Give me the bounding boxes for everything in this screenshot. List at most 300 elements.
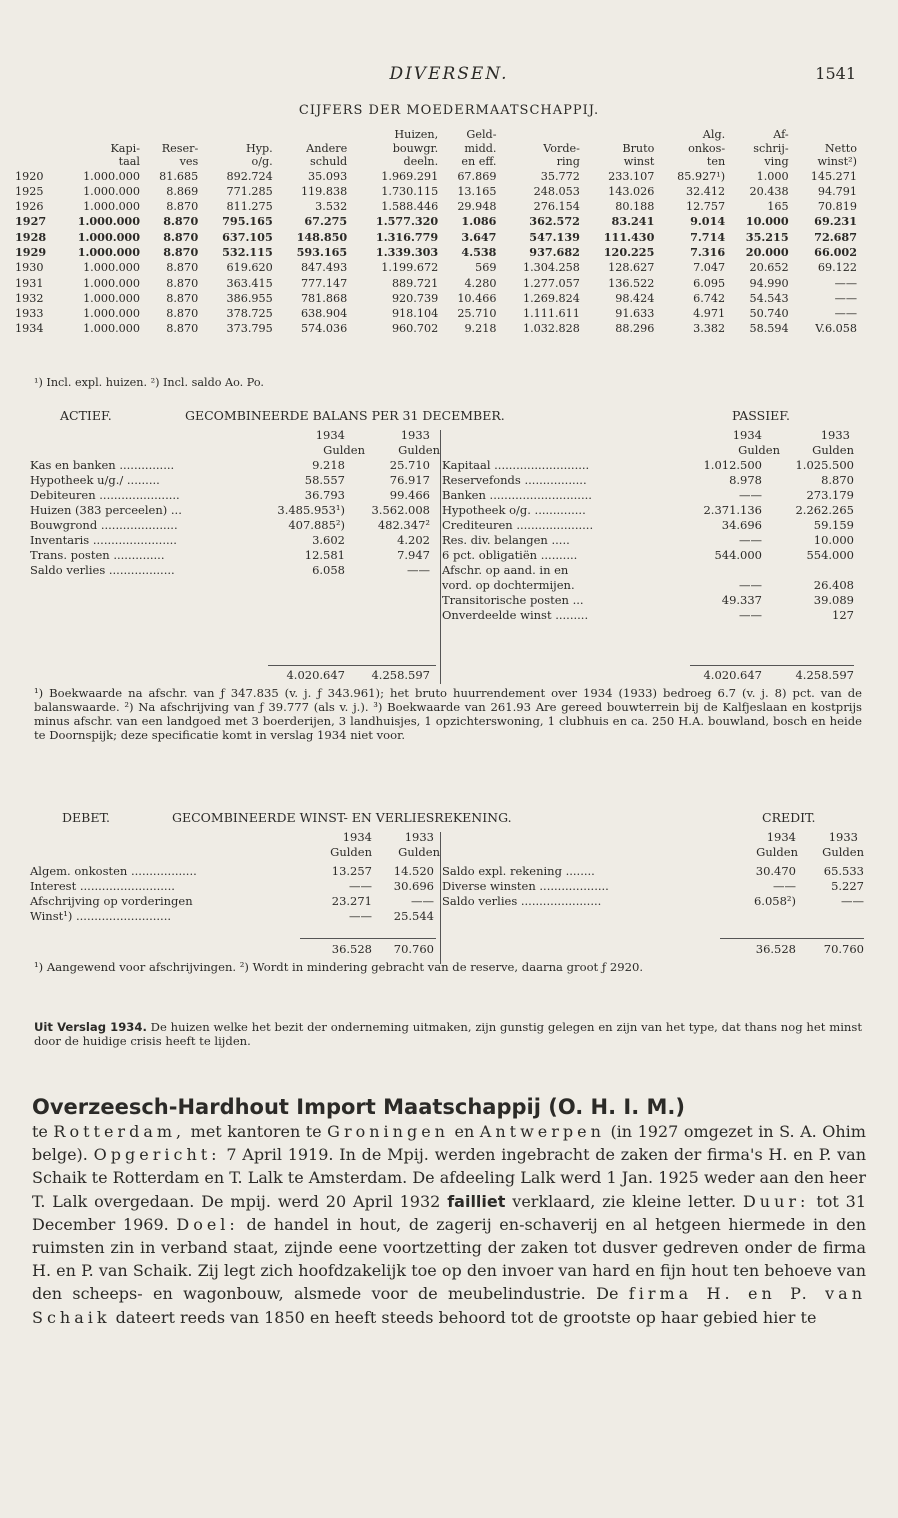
table-cell: 35.215 [745, 229, 789, 244]
column-header [497, 128, 580, 169]
table-cell: 8.870 [166, 200, 199, 214]
desc-part: (in 1927 omgezet in S. A. Ohim belge). [32, 1122, 866, 1165]
table-cell: 1.111.611 [522, 307, 580, 321]
table-cell: 8.870 [166, 322, 199, 336]
desc-city: Rotterdam, [53, 1122, 186, 1141]
ledger-row [30, 909, 440, 924]
table-cell: 960.702 [391, 322, 439, 336]
table-cell: 9.014 [690, 214, 726, 229]
desc-city: Antwerpen [479, 1122, 605, 1141]
desc-failliet: failliet [447, 1191, 506, 1211]
table-cell: 4.280 [464, 276, 497, 290]
table-cell: 20.000 [745, 244, 789, 259]
desc-label: Opgericht: [93, 1145, 221, 1165]
ledger-value-1934: 9.218 [312, 458, 345, 472]
ledger-value-1934: 6.058²) [753, 894, 796, 908]
ledger-label: Bouwgrond ..................... [30, 518, 178, 532]
ledger-label: Trans. posten .............. [30, 548, 165, 562]
page-header [0, 60, 898, 90]
table-cell: 91.633 [615, 307, 655, 321]
table-cell: 386.955 [226, 291, 273, 305]
column-header-line: Alg. [702, 128, 726, 141]
table-cell: 811.275 [226, 200, 273, 214]
pl-totals-left [30, 942, 440, 957]
table-cell: 35.772 [540, 169, 580, 183]
balance-right-head: PASSIEF. [732, 408, 790, 423]
ledger-row [442, 608, 854, 623]
table-cell: 8.870 [163, 244, 199, 259]
desc-city: Groningen [327, 1122, 449, 1141]
table-cell: 111.430 [603, 229, 655, 244]
table-cell: 67.275 [304, 214, 348, 229]
row-year: 1929 [15, 244, 47, 259]
pl-total-left-a: 36.528 [331, 942, 372, 956]
table-cell: 248.053 [533, 184, 580, 198]
ledger-label: Kas en banken ............... [30, 458, 175, 472]
table-cell: 777.147 [300, 276, 348, 290]
column-header [726, 128, 789, 169]
column-header-line: ves [179, 155, 199, 168]
ledger-value-1934: —— [739, 578, 762, 592]
column-header [439, 128, 497, 169]
pl-total-left-b: 70.760 [393, 942, 434, 956]
column-header-line: Af- [773, 128, 789, 141]
ledger-value-1934: 49.337 [721, 593, 762, 607]
pl-year-d: 1933 [828, 830, 858, 844]
ledger-row [30, 864, 440, 879]
table-cell: 85.927¹) [677, 169, 726, 183]
table-cell: 83.241 [611, 214, 655, 229]
ledger-value-1934: 13.257 [331, 864, 372, 878]
ledger-label: Reservefonds ................. [442, 473, 587, 487]
column-header-line: Netto [824, 141, 857, 155]
table-cell: 847.493 [300, 261, 348, 275]
balance-assets [30, 458, 440, 578]
table-cell: 29.948 [457, 200, 497, 214]
row-year: 1920 [15, 169, 44, 183]
table-cell: 25.710 [457, 307, 497, 321]
table-cell: 569 [475, 261, 497, 275]
column-header-line: schuld [310, 155, 348, 168]
table-row [14, 199, 858, 214]
table-cell: 918.104 [391, 307, 439, 321]
balance-year-a: 1934 [315, 428, 345, 442]
ledger-row [30, 563, 440, 578]
ledger-row [442, 518, 854, 533]
ledger-row [442, 458, 854, 473]
column-header-line: Vorde- [543, 141, 580, 155]
table-cell: 1.277.057 [522, 276, 580, 290]
table-row [14, 260, 858, 275]
balance-totals-right [442, 668, 854, 683]
ledger-label: Interest .......................... [30, 879, 175, 893]
ledger-label: vord. op dochtermijen. [442, 578, 575, 592]
table-cell: 4.538 [461, 244, 497, 259]
column-header [50, 128, 141, 169]
table-cell: 69.231 [814, 214, 857, 229]
column-header-line: onkos- [688, 141, 726, 155]
balance-left-years [30, 428, 440, 458]
table-cell: 363.415 [226, 276, 273, 290]
ledger-value-1933: 2.262.265 [795, 503, 854, 517]
pl-total-right-a: 36.528 [755, 942, 796, 956]
ledger-value-1933: 59.159 [813, 518, 854, 532]
ledger-label: Saldo verlies ...................... [442, 894, 602, 908]
column-header-line: deeln. [403, 155, 439, 168]
ledger-value-1934: —— [349, 879, 372, 893]
table-cell: —— [834, 307, 857, 321]
column-header-line: taal [118, 155, 140, 168]
table-cell: 72.687 [814, 229, 857, 244]
ledger-label: Kapitaal .......................... [442, 458, 590, 472]
table-cell: 233.107 [608, 169, 655, 183]
ledger-value-1933: —— [411, 894, 434, 908]
pl-title: GECOMBINEERDE WINST- EN VERLIESREKENING. [172, 810, 512, 825]
page-number: 1541 [815, 64, 856, 83]
desc-part: met kantoren te [190, 1122, 322, 1141]
column-header-line: ten [706, 155, 726, 168]
ledger-value-1933: 76.917 [389, 473, 430, 487]
column-header [655, 128, 726, 169]
table-cell: 66.002 [814, 244, 857, 259]
ledger-label: Winst¹) .......................... [30, 909, 172, 923]
table-cell: 1.339.303 [375, 244, 439, 259]
table-cell: 1.000.000 [83, 307, 140, 321]
row-year: 1934 [15, 322, 44, 336]
ledger-label: Hypotheek u/g./ ......... [30, 473, 160, 487]
desc-part: de handel in hout, de zagerij en-schaverij en al hetgeen hiermede in den ruimsten zin in verband staat, zijnde eene voortzetting der zaken tot dusver gedreven onder de firma H. en P. van Schaik. Zij legt zich hoofdzakelijk toe op den invoer van hard en fijn hout ten behoeve van den scheeps- en wagonbouw, alsmede voor de meubelindustrie. De [32, 1214, 867, 1304]
column-header-line: en eff. [461, 155, 497, 168]
table-row [14, 321, 858, 336]
table-cell: 119.838 [300, 184, 348, 198]
ledger-value-1934: 6.058 [312, 563, 345, 577]
running-title: DIVERSEN. [389, 64, 509, 84]
table-row [14, 184, 858, 199]
column-header-line: Huizen, [394, 128, 439, 141]
balance-note: ¹) Boekwaarde na afschr. van ƒ 347.835 (v. j. ƒ 343.961); het bruto huurrendement over 1934 (1933) bedroeg 6.7 (v. j. 8) pct. van de balanswaarde. ²) Na afschrijving van ƒ 39.777 (als v. j.). ³) Boekwaarde van 261.93 Are gereed bouwterrein bij de Kalfjeslaan en kostprijs minus afschr. van een landgoed met 3 boerderijen, 3 landhuisjes, 1 opzichterswoning, 1 clubhuis en ca. 250 H.A. bouwland, bosch en heide te Doornspijk; deze specificatie komt in verslag 1934 niet voor. [34, 686, 862, 742]
balance-total-left-a: 4.020.647 [286, 668, 345, 682]
table-cell: 593.165 [296, 244, 348, 259]
table-cell: 13.165 [457, 184, 497, 198]
ledger-row [442, 473, 854, 488]
column-header-line: winst²) [817, 155, 857, 168]
ledger-value-1934: 36.793 [304, 488, 345, 502]
table-cell: 6.095 [693, 276, 726, 290]
table-cell: 80.188 [615, 200, 655, 214]
table-cell: 8.870 [166, 307, 199, 321]
ledger-row [442, 548, 854, 563]
desc-firm: firma H. en P. van Schaik [32, 1284, 866, 1327]
ledger-label: 6 pct. obligatiën .......... [442, 548, 578, 562]
table-cell: 143.026 [608, 184, 655, 198]
ledger-label: Huizen (383 perceelen) ... [30, 503, 182, 517]
balance-right-years [440, 428, 854, 458]
table-cell: 373.795 [226, 322, 273, 336]
ledger-value-1934: 34.696 [721, 518, 762, 532]
table-cell: 148.850 [296, 229, 348, 244]
table-cell: 50.740 [749, 307, 789, 321]
ledger-value-1934: 544.000 [714, 548, 762, 562]
table-cell: 920.739 [391, 291, 439, 305]
table-cell: 1.969.291 [381, 169, 439, 183]
balance-totals-left [30, 668, 440, 683]
column-header-line: ving [764, 155, 789, 168]
balance-year-d: 1933 [820, 428, 850, 442]
ledger-value-1933: 482.347² [377, 518, 430, 532]
desc-label: Duur: [742, 1191, 810, 1211]
table-cell: —— [834, 276, 857, 290]
column-header-line: o/g. [251, 155, 273, 168]
column-header [790, 128, 858, 169]
table-cell: 892.724 [226, 169, 273, 183]
table-cell: 378.725 [226, 307, 273, 321]
ledger-label: Inventaris ....................... [30, 533, 177, 547]
table-cell: 54.543 [749, 291, 789, 305]
ledger-label: Crediteuren ..................... [442, 518, 594, 532]
ledger-value-1934: 1.012.500 [703, 458, 762, 472]
pl-divider [440, 832, 441, 964]
column-header [199, 128, 273, 169]
ledger-row [442, 578, 854, 593]
ledger-value-1933: 25.544 [393, 909, 434, 923]
pl-total-rule-right [720, 938, 864, 939]
column-header-line: Reser- [161, 141, 199, 155]
desc-part: dateert reeds van 1850 en heeft steeds behoord tot de grootste op haar gebied hier te [115, 1307, 817, 1327]
column-header-line: ring [556, 155, 580, 168]
ledger-value-1933: 5.227 [831, 879, 864, 893]
table-row [14, 291, 858, 306]
report-excerpt [34, 1020, 862, 1048]
pl-year-c: 1934 [766, 830, 796, 844]
table-cell: 136.522 [608, 276, 655, 290]
table-cell: 8.870 [166, 261, 199, 275]
mother-footnote: ¹) Incl. expl. huizen. ²) Incl. saldo Ao. Po. [34, 376, 264, 389]
table-row [14, 245, 858, 260]
ledger-value-1933: 25.710 [389, 458, 430, 472]
desc-label: Doel: [176, 1214, 239, 1234]
table-cell: 619.620 [226, 261, 273, 275]
column-header [348, 128, 439, 169]
table-cell: 8.870 [166, 276, 199, 290]
table-cell: 1.000.000 [77, 214, 140, 229]
ledger-row [442, 864, 864, 879]
balance-liabilities [442, 458, 854, 623]
ledger-label: Transitorische posten ... [442, 593, 584, 607]
table-cell: 1.086 [461, 214, 497, 229]
table-cell: 781.868 [300, 291, 348, 305]
ledger-label: Algem. onkosten .................. [30, 864, 197, 878]
ledger-row [30, 894, 440, 909]
company-name: Overzeesch-Hardhout Import Maatschappij (O. H. I. M.) [32, 1095, 685, 1119]
ledger-value-1934: 407.885²) [288, 518, 345, 532]
table-cell: 1.000.000 [83, 276, 140, 290]
table-cell: 547.139 [529, 229, 580, 244]
pl-right-head: CREDIT. [762, 810, 816, 825]
table-cell: 889.721 [391, 276, 439, 290]
pl-year-b: 1933 [404, 830, 434, 844]
table-cell: 165 [767, 200, 789, 214]
ledger-value-1934: 8.978 [729, 473, 762, 487]
table-cell: 1.032.828 [522, 322, 580, 336]
ledger-label: Afschrijving op vorderingen [30, 894, 193, 908]
ledger-value-1933: 26.408 [813, 578, 854, 592]
table-cell: 58.594 [749, 322, 789, 336]
row-year: 1927 [15, 214, 47, 229]
table-cell: 362.572 [529, 214, 580, 229]
balance-unit-b: Gulden [398, 443, 440, 457]
ledger-value-1934: 30.470 [755, 864, 796, 878]
table-cell: 1.577.320 [375, 214, 439, 229]
balance-unit-c: Gulden [738, 443, 780, 457]
pl-debit [30, 864, 440, 924]
table-cell: 637.105 [222, 229, 273, 244]
ledger-value-1933: 14.520 [393, 864, 434, 878]
ledger-value-1934: 12.581 [304, 548, 345, 562]
table-cell: 3.532 [315, 200, 348, 214]
ledger-row [30, 488, 440, 503]
ledger-row [30, 879, 440, 894]
balance-unit-a: Gulden [323, 443, 365, 457]
ledger-label: Saldo verlies .................. [30, 563, 175, 577]
table-cell: 7.316 [690, 244, 726, 259]
ledger-value-1934: 3.485.953¹) [277, 503, 345, 517]
balance-total-right-b: 4.258.597 [795, 668, 854, 682]
report-label: Uit Verslag 1934. [34, 1020, 147, 1034]
table-cell: 8.869 [166, 184, 199, 198]
ledger-value-1933: 39.089 [813, 593, 854, 607]
balance-divider [440, 430, 441, 684]
ledger-value-1934: 2.371.136 [703, 503, 762, 517]
column-header [274, 128, 348, 169]
ledger-label: Onverdeelde winst ......... [442, 608, 589, 622]
ledger-row [442, 894, 864, 909]
table-cell: 32.412 [686, 184, 726, 198]
ledger-value-1933: —— [407, 563, 430, 577]
table-cell: 574.036 [300, 322, 348, 336]
table-cell: 98.424 [615, 291, 655, 305]
ledger-value-1934: 3.602 [312, 533, 345, 547]
ledger-value-1933: 554.000 [806, 548, 854, 562]
column-header-line: Geld- [466, 128, 497, 141]
table-cell: 4.971 [693, 307, 726, 321]
table-cell: 8.870 [166, 291, 199, 305]
balance-unit-d: Gulden [812, 443, 854, 457]
table-cell: 1.000 [756, 169, 789, 183]
balance-year-c: 1934 [732, 428, 762, 442]
ledger-label: Debiteuren ...................... [30, 488, 180, 502]
ledger-value-1934: —— [739, 608, 762, 622]
table-cell: 795.165 [222, 214, 273, 229]
ledger-value-1933: —— [841, 894, 864, 908]
table-cell: 3.647 [461, 229, 497, 244]
ledger-row [30, 458, 440, 473]
table-cell: 532.115 [222, 244, 273, 259]
table-cell: 10.466 [457, 291, 497, 305]
ledger-value-1933: 4.202 [397, 533, 430, 547]
table-cell: 771.285 [226, 184, 273, 198]
table-cell: 88.296 [615, 322, 655, 336]
table-cell: 20.438 [749, 184, 789, 198]
ledger-row [442, 593, 854, 608]
balance-left-head: ACTIEF. [60, 408, 112, 423]
row-year: 1930 [15, 261, 44, 275]
table-cell: 276.154 [533, 200, 580, 214]
row-year: 1933 [15, 307, 44, 321]
desc-part: te [32, 1122, 48, 1141]
pl-left-years [30, 830, 440, 860]
ledger-label: Banken ............................ [442, 488, 592, 502]
column-header-line: Bruto [622, 141, 655, 155]
column-header-line: winst [623, 155, 655, 168]
pl-unit-a: Gulden [330, 845, 372, 859]
row-year: 1931 [15, 276, 44, 290]
table-cell: 1.730.115 [381, 184, 439, 198]
balance-total-left-b: 4.258.597 [371, 668, 430, 682]
table-cell: 69.122 [817, 261, 857, 275]
pl-total-right-b: 70.760 [823, 942, 864, 956]
ledger-label: Diverse winsten ................... [442, 879, 609, 893]
ledger-value-1933: 10.000 [813, 533, 854, 547]
table-row [14, 214, 858, 229]
ledger-row [442, 879, 864, 894]
column-header-line: Hyp. [245, 141, 273, 155]
table-cell: 70.819 [817, 200, 857, 214]
table-cell: 1.000.000 [77, 229, 140, 244]
pl-unit-d: Gulden [822, 845, 864, 859]
ledger-value-1934: —— [739, 488, 762, 502]
ledger-value-1933: 127 [832, 608, 854, 622]
column-header-line: Andere [306, 141, 348, 155]
table-row [14, 230, 858, 245]
pl-note: ¹) Aangewend voor afschrijvingen. ²) Wordt in mindering gebracht van de reserve, daarna groot ƒ 2920. [34, 960, 644, 974]
row-year: 1928 [15, 229, 47, 244]
pl-totals-right [442, 942, 864, 957]
ledger-value-1933: 30.696 [393, 879, 434, 893]
table-cell: 1.000.000 [77, 244, 140, 259]
table-cell: 1.000.000 [83, 291, 140, 305]
pl-right-years [440, 830, 864, 860]
ledger-value-1933: 3.562.008 [371, 503, 430, 517]
desc-part: 7 April 1919. In de Mpij. werden ingebracht de zaken der firma's H. en P. van Schaik te Rotterdam en T. Lalk te Amsterdam. De afdeeling Lalk werd 1 Jan. 1925 weder aan den heer T. Lalk overgedaan. De mpij. werd 20 April 1932 [32, 1145, 867, 1211]
table-cell: 1.000.000 [83, 322, 140, 336]
ledger-value-1933: 1.025.500 [795, 458, 854, 472]
table-cell: —— [834, 291, 857, 305]
table-cell: 9.218 [464, 322, 497, 336]
ledger-row [442, 503, 854, 518]
pl-unit-c: Gulden [756, 845, 798, 859]
ledger-value-1934: —— [773, 879, 796, 893]
table-cell: 10.000 [745, 214, 789, 229]
column-header-line: bouwgr. [392, 141, 439, 155]
ledger-value-1934: 23.271 [331, 894, 372, 908]
desc-part: tot 31 December 1969. [32, 1191, 867, 1234]
table-cell: 3.382 [693, 322, 726, 336]
table-cell: 94.791 [817, 184, 857, 198]
table-cell: 1.269.824 [522, 291, 580, 305]
ledger-value-1934: —— [739, 533, 762, 547]
row-year: 1926 [15, 200, 44, 214]
ledger-row [442, 533, 854, 548]
table-row [14, 169, 858, 184]
table-cell: 120.225 [603, 244, 655, 259]
desc-part: verklaard, zie kleine letter. [512, 1191, 737, 1211]
ledger-value-1933: 99.466 [389, 488, 430, 502]
table-cell: 1.199.672 [381, 261, 439, 275]
row-year: 1925 [15, 184, 44, 198]
table-cell: 1.304.258 [522, 261, 580, 275]
report-text: De huizen welke het bezit der onderneming uitmaken, zijn gunstig gelegen en zijn van het type, dat thans nog het minst door de huidige crisis heeft te lijden. [34, 1020, 863, 1048]
table-cell: 145.271 [810, 169, 857, 183]
